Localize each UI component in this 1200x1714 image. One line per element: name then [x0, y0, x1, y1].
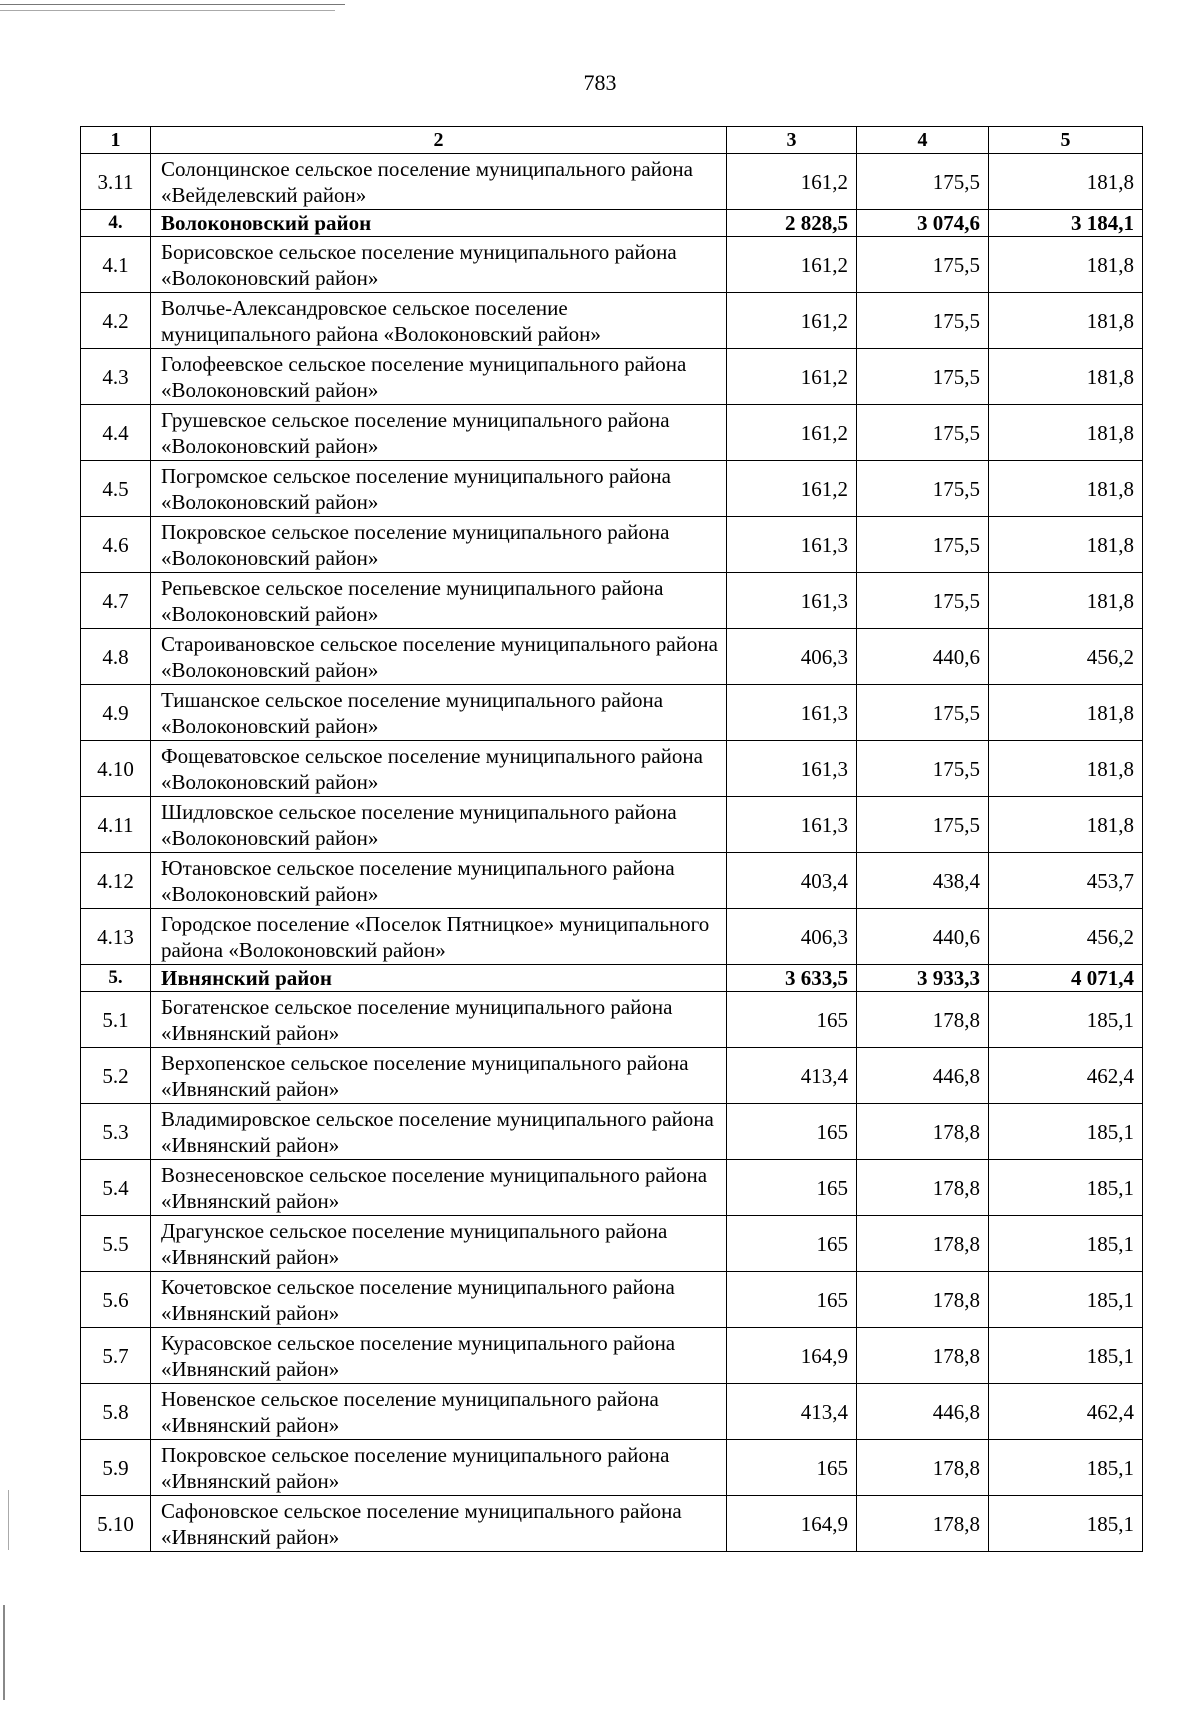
value-col3-cell: 165: [727, 1216, 857, 1272]
value-col4-cell: 175,5: [857, 237, 989, 293]
row-number-cell: 5.7: [81, 1328, 151, 1384]
settlement-name-cell: Солонцинское сельское поселение муниципального района «Вейделевский район»: [151, 154, 727, 210]
table-row: [81, 293, 1143, 349]
settlement-name-cell: Верхопенское сельское поселение муниципального района «Ивнянский район»: [151, 1048, 727, 1104]
table-row: [81, 909, 1143, 965]
row-number-cell: 5.1: [81, 992, 151, 1048]
table-row: [81, 461, 1143, 517]
value-col5-cell: 181,8: [989, 461, 1143, 517]
value-col4-cell: 178,8: [857, 1272, 989, 1328]
district-row: [81, 965, 1143, 992]
row-number-cell: 4.1: [81, 237, 151, 293]
value-col5-cell: 181,8: [989, 797, 1143, 853]
table-row: [81, 1104, 1143, 1160]
page-number: 783: [583, 70, 617, 95]
value-col3-cell: 403,4: [727, 853, 857, 909]
value-col4-cell: 178,8: [857, 1216, 989, 1272]
value-col3-cell: 161,3: [727, 517, 857, 573]
table-row: [81, 1216, 1143, 1272]
settlement-name-cell: Вознесеновское сельское поселение муниципального района «Ивнянский район»: [151, 1160, 727, 1216]
table-row: [81, 797, 1143, 853]
value-col3-cell: 165: [727, 1104, 857, 1160]
value-col4-cell: 178,8: [857, 1440, 989, 1496]
data-table: [80, 126, 1143, 1552]
row-number-cell: 4.13: [81, 909, 151, 965]
row-number-cell: 4.6: [81, 517, 151, 573]
settlement-name-cell: Покровское сельское поселение муниципального района «Волоконовский район»: [151, 517, 727, 573]
column-header: 1: [81, 127, 151, 154]
settlement-name-cell: Волчье-Александровское сельское поселение муниципального района «Волоконовский район»: [151, 293, 727, 349]
table-row: [81, 1272, 1143, 1328]
value-col3-cell: 161,2: [727, 349, 857, 405]
value-col4-cell: 178,8: [857, 992, 989, 1048]
value-col5-cell: 456,2: [989, 909, 1143, 965]
table-row: [81, 237, 1143, 293]
settlement-name-cell: Грушевское сельское поселение муниципального района «Волоконовский район»: [151, 405, 727, 461]
value-col4-cell: 175,5: [857, 517, 989, 573]
table-row: [81, 992, 1143, 1048]
value-col3-cell: 161,2: [727, 461, 857, 517]
value-col4-cell: 178,8: [857, 1328, 989, 1384]
settlement-name-cell: Шидловское сельское поселение муниципального района «Волоконовский район»: [151, 797, 727, 853]
column-header: 3: [727, 127, 857, 154]
row-number-cell: 4.4: [81, 405, 151, 461]
settlement-name-cell: Волоконовский район: [151, 210, 727, 237]
table-row: [81, 741, 1143, 797]
row-number-cell: 4.8: [81, 629, 151, 685]
settlement-name-cell: Погромское сельское поселение муниципального района «Волоконовский район»: [151, 461, 727, 517]
value-col3-cell: 165: [727, 992, 857, 1048]
row-number-cell: 3.11: [81, 154, 151, 210]
settlement-name-cell: Репьевское сельское поселение муниципального района «Волоконовский район»: [151, 573, 727, 629]
settlement-name-cell: Ивнянский район: [151, 965, 727, 992]
value-col4-cell: 175,5: [857, 741, 989, 797]
value-col4-cell: 178,8: [857, 1104, 989, 1160]
value-col5-cell: 181,8: [989, 293, 1143, 349]
table-row: [81, 1328, 1143, 1384]
table-row: [81, 573, 1143, 629]
row-number-cell: 4.7: [81, 573, 151, 629]
value-col4-cell: 178,8: [857, 1160, 989, 1216]
row-number-cell: 4.3: [81, 349, 151, 405]
value-col4-cell: 175,5: [857, 405, 989, 461]
value-col5-cell: 456,2: [989, 629, 1143, 685]
scan-artifact-mark: [8, 1490, 9, 1550]
settlement-name-cell: Богатенское сельское поселение муниципального района «Ивнянский район»: [151, 992, 727, 1048]
value-col3-cell: 161,3: [727, 797, 857, 853]
row-number-cell: 4.11: [81, 797, 151, 853]
row-number-cell: 5.9: [81, 1440, 151, 1496]
value-col4-cell: 446,8: [857, 1384, 989, 1440]
value-col5-cell: 462,4: [989, 1048, 1143, 1104]
value-col3-cell: 161,3: [727, 573, 857, 629]
value-col4-cell: 175,5: [857, 573, 989, 629]
value-col5-cell: 3 184,1: [989, 210, 1143, 237]
value-col5-cell: 185,1: [989, 1440, 1143, 1496]
table-row: [81, 685, 1143, 741]
value-col5-cell: 181,8: [989, 517, 1143, 573]
column-header: 4: [857, 127, 989, 154]
value-col3-cell: 165: [727, 1160, 857, 1216]
value-col4-cell: 175,5: [857, 797, 989, 853]
table-row: [81, 629, 1143, 685]
row-number-cell: 4.10: [81, 741, 151, 797]
scan-artifact-line: [0, 10, 335, 11]
table-row: [81, 1496, 1143, 1552]
value-col4-cell: 178,8: [857, 1496, 989, 1552]
value-col5-cell: 185,1: [989, 1328, 1143, 1384]
row-number-cell: 5.2: [81, 1048, 151, 1104]
row-number-cell: 5.8: [81, 1384, 151, 1440]
settlement-name-cell: Покровское сельское поселение муниципального района «Ивнянский район»: [151, 1440, 727, 1496]
settlement-name-cell: Голофеевское сельское поселение муниципального района «Волоконовский район»: [151, 349, 727, 405]
value-col4-cell: 3 933,3: [857, 965, 989, 992]
value-col3-cell: 165: [727, 1440, 857, 1496]
row-number-cell: 4.12: [81, 853, 151, 909]
value-col3-cell: 164,9: [727, 1328, 857, 1384]
row-number-cell: 5.3: [81, 1104, 151, 1160]
value-col3-cell: 161,2: [727, 293, 857, 349]
value-col3-cell: 161,2: [727, 405, 857, 461]
value-col3-cell: 161,2: [727, 237, 857, 293]
value-col3-cell: 161,3: [727, 685, 857, 741]
value-col4-cell: 175,5: [857, 685, 989, 741]
value-col5-cell: 181,8: [989, 237, 1143, 293]
row-number-cell: 4.9: [81, 685, 151, 741]
settlement-name-cell: Ютановское сельское поселение муниципального района «Волоконовский район»: [151, 853, 727, 909]
value-col5-cell: 181,8: [989, 154, 1143, 210]
table-row: [81, 1160, 1143, 1216]
table-row: [81, 853, 1143, 909]
table-row: [81, 154, 1143, 210]
settlement-name-cell: Городское поселение «Поселок Пятницкое» муниципального района «Волоконовский район»: [151, 909, 727, 965]
row-number-cell: 4.5: [81, 461, 151, 517]
value-col4-cell: 3 074,6: [857, 210, 989, 237]
value-col5-cell: 181,8: [989, 405, 1143, 461]
column-header: 2: [151, 127, 727, 154]
value-col4-cell: 446,8: [857, 1048, 989, 1104]
table-row: [81, 1384, 1143, 1440]
settlement-name-cell: Владимировское сельское поселение муниципального района «Ивнянский район»: [151, 1104, 727, 1160]
value-col5-cell: 181,8: [989, 741, 1143, 797]
settlement-name-cell: Тишанское сельское поселение муниципального района «Волоконовский район»: [151, 685, 727, 741]
table-header-row: [81, 127, 1143, 154]
value-col5-cell: 453,7: [989, 853, 1143, 909]
value-col3-cell: 164,9: [727, 1496, 857, 1552]
value-col3-cell: 2 828,5: [727, 210, 857, 237]
value-col3-cell: 165: [727, 1272, 857, 1328]
value-col5-cell: 462,4: [989, 1384, 1143, 1440]
district-row: [81, 210, 1143, 237]
settlement-name-cell: Фощеватовское сельское поселение муниципального района «Волоконовский район»: [151, 741, 727, 797]
settlement-name-cell: Борисовское сельское поселение муниципального района «Волоконовский район»: [151, 237, 727, 293]
value-col3-cell: 406,3: [727, 629, 857, 685]
row-number-cell: 5.10: [81, 1496, 151, 1552]
row-number-cell: 5.4: [81, 1160, 151, 1216]
settlement-name-cell: Староивановское сельское поселение муниципального района «Волоконовский район»: [151, 629, 727, 685]
value-col4-cell: 440,6: [857, 629, 989, 685]
column-header: 5: [989, 127, 1143, 154]
value-col3-cell: 3 633,5: [727, 965, 857, 992]
value-col3-cell: 161,2: [727, 154, 857, 210]
value-col5-cell: 185,1: [989, 1216, 1143, 1272]
value-col4-cell: 440,6: [857, 909, 989, 965]
value-col4-cell: 175,5: [857, 461, 989, 517]
settlement-name-cell: Кочетовское сельское поселение муниципального района «Ивнянский район»: [151, 1272, 727, 1328]
value-col4-cell: 175,5: [857, 154, 989, 210]
value-col3-cell: 161,3: [727, 741, 857, 797]
scan-artifact-line: [0, 4, 345, 5]
row-number-cell: 5.6: [81, 1272, 151, 1328]
row-number-cell: 4.2: [81, 293, 151, 349]
table-row: [81, 1048, 1143, 1104]
value-col4-cell: 175,5: [857, 293, 989, 349]
value-col3-cell: 413,4: [727, 1384, 857, 1440]
value-col5-cell: 181,8: [989, 685, 1143, 741]
table-row: [81, 1440, 1143, 1496]
value-col3-cell: 406,3: [727, 909, 857, 965]
settlement-name-cell: Сафоновское сельское поселение муниципального района «Ивнянский район»: [151, 1496, 727, 1552]
settlement-name-cell: Курасовское сельское поселение муниципального района «Ивнянский район»: [151, 1328, 727, 1384]
value-col5-cell: 185,1: [989, 1160, 1143, 1216]
scan-artifact-mark: [3, 1605, 5, 1700]
table-row: [81, 517, 1143, 573]
value-col5-cell: 181,8: [989, 573, 1143, 629]
table-row: [81, 349, 1143, 405]
value-col5-cell: 185,1: [989, 992, 1143, 1048]
settlement-name-cell: Драгунское сельское поселение муниципального района «Ивнянский район»: [151, 1216, 727, 1272]
row-number-cell: 5.5: [81, 1216, 151, 1272]
value-col5-cell: 185,1: [989, 1272, 1143, 1328]
value-col4-cell: 438,4: [857, 853, 989, 909]
value-col5-cell: 185,1: [989, 1104, 1143, 1160]
value-col4-cell: 175,5: [857, 349, 989, 405]
settlement-name-cell: Новенское сельское поселение муниципального района «Ивнянский район»: [151, 1384, 727, 1440]
value-col3-cell: 413,4: [727, 1048, 857, 1104]
row-number-cell: 5.: [81, 965, 151, 992]
table-row: [81, 405, 1143, 461]
row-number-cell: 4.: [81, 210, 151, 237]
value-col5-cell: 181,8: [989, 349, 1143, 405]
value-col5-cell: 185,1: [989, 1496, 1143, 1552]
value-col5-cell: 4 071,4: [989, 965, 1143, 992]
